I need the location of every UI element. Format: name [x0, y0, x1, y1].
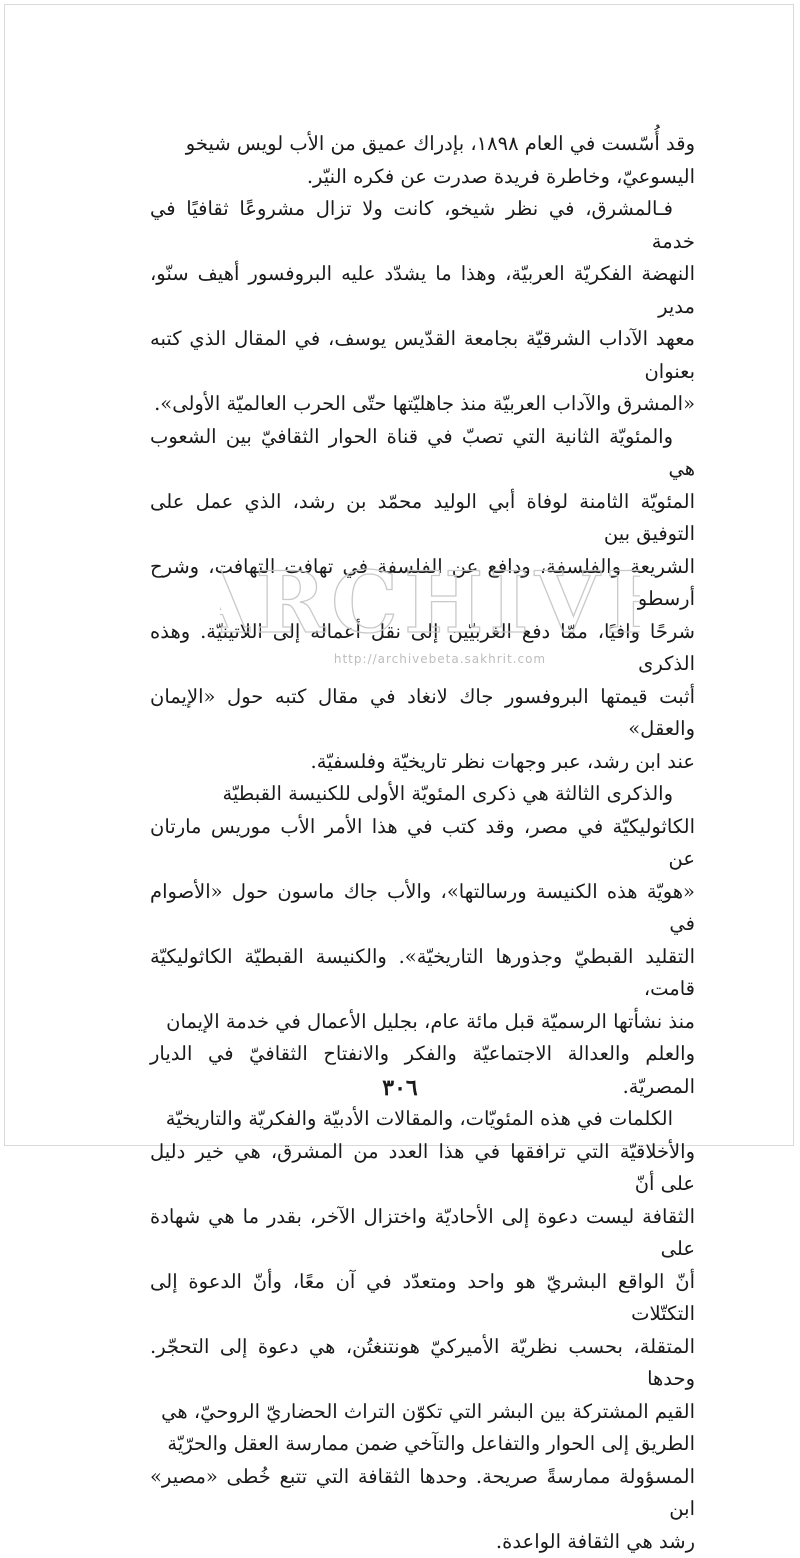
page-number: ٣٠٦: [0, 1075, 800, 1101]
text-line: «المشرق والآداب العربيّة منذ جاهليّتها حتّى الحرب العالميّة الأولى».: [150, 388, 695, 421]
text-line: رشد هي الثقافة الواعدة.: [150, 1526, 695, 1558]
text-line: «هويّة هذه الكنيسة ورسالتها»، والأب جاك ماسون حول «الأصوام في: [150, 876, 695, 941]
text-line: المتقلة، بحسب نظريّة الأميركيّ هونتنغتُن، هي دعوة إلى التحجّر. وحدها: [150, 1331, 695, 1396]
text-line: وقد أُسّست في العام ١٨٩٨، بإدراك عميق من الأب لويس شيخو: [150, 128, 695, 161]
text-line: والعلم والعدالة الاجتماعيّة والفكر والانفتاح الثقافيّ في الديار المصريّة.: [150, 1038, 695, 1103]
text-line: معهد الآداب الشرقيّة بجامعة القدّيس يوسف، في المقال الذي كتبه بعنوان: [150, 323, 695, 388]
text-line: القيم المشتركة بين البشر التي تكوّن التراث الحضاريّ الروحيّ، هي: [150, 1396, 695, 1429]
text-line: الطريق إلى الحوار والتفاعل والتآخي ضمن ممارسة العقل والحرّيّة: [150, 1428, 695, 1461]
text-line: والمئويّة الثانية التي تصبّ في قناة الحوار الثقافيّ بين الشعوب هي: [150, 421, 695, 486]
text-line: اليسوعيّ، وخاطرة فريدة صدرت عن فكره النيّر.: [150, 161, 695, 194]
watermark-text: RCHIV: [220, 553, 640, 652]
watermark-url: http://archivebeta.sakhrit.com: [300, 652, 580, 666]
text-line: والأخلاقيّة التي ترافقها في هذا العدد من المشرق، هي خير دليل على أنّ: [150, 1136, 695, 1201]
text-line: الثقافة ليست دعوة إلى الأحاديّة واختزال الآخر، بقدر ما هي شهادة على: [150, 1201, 695, 1266]
text-line: أثبت قيمتها البروفسور جاك لانغاد في مقال كتبه حول «الإيمان والعقل»: [150, 681, 695, 746]
text-line: التقليد القبطيّ وجذورها التاريخيّة». والكنيسة القبطيّة الكاثوليكيّة قامت،: [150, 941, 695, 1006]
body-text: [150, 128, 695, 1558]
text-line: النهضة الفكريّة العربيّة، وهذا ما يشدّد عليه البروفسور أهيف سنّو، مدير: [150, 258, 695, 323]
text-line: الشريعة والفلسفة، ودافع عن الفلسفة في تهافت التهافت، وشرح أرسطو: [150, 551, 695, 616]
text-line: فـالمشرق، في نظر شيخو، كانت ولا تزال مشروعًا ثقافيًا في خدمة: [150, 193, 695, 258]
text-line: أنّ الواقع البشريّ هو واحد ومتعدّد في آن معًا، وأنّ الدعوة إلى التكتّلات: [150, 1266, 695, 1331]
text-line: المئويّة الثامنة لوفاة أبي الوليد محمّد بن رشد، الذي عمل على التوفيق بين: [150, 486, 695, 551]
text-line: شرحًا وافيًا، ممّا دفع الغربيّين إلى نقل أعماله إلى اللاتينيّة. وهذه الذكرى: [150, 616, 695, 681]
text-line: عند ابن رشد، عبر وجهات نظر تاريخيّة وفلسفيّة.: [150, 746, 695, 779]
text-line: الكلمات في هذه المئويّات، والمقالات الأدبيّة والفكريّة والتاريخيّة: [150, 1103, 695, 1136]
text-line: المسؤولة ممارسةً صريحة. وحدها الثقافة التي تتبع خُطى «مصير» ابن: [150, 1461, 695, 1526]
text-line: منذ نشأتها الرسميّة قبل مائة عام، بجليل الأعمال في خدمة الإيمان: [150, 1006, 695, 1039]
text-line: والذكرى الثالثة هي ذكرى المئويّة الأولى للكنيسة القبطيّة: [150, 778, 695, 811]
text-line: الكاثوليكيّة في مصر، وقد كتب في هذا الأمر الأب موريس مارتان عن: [150, 811, 695, 876]
